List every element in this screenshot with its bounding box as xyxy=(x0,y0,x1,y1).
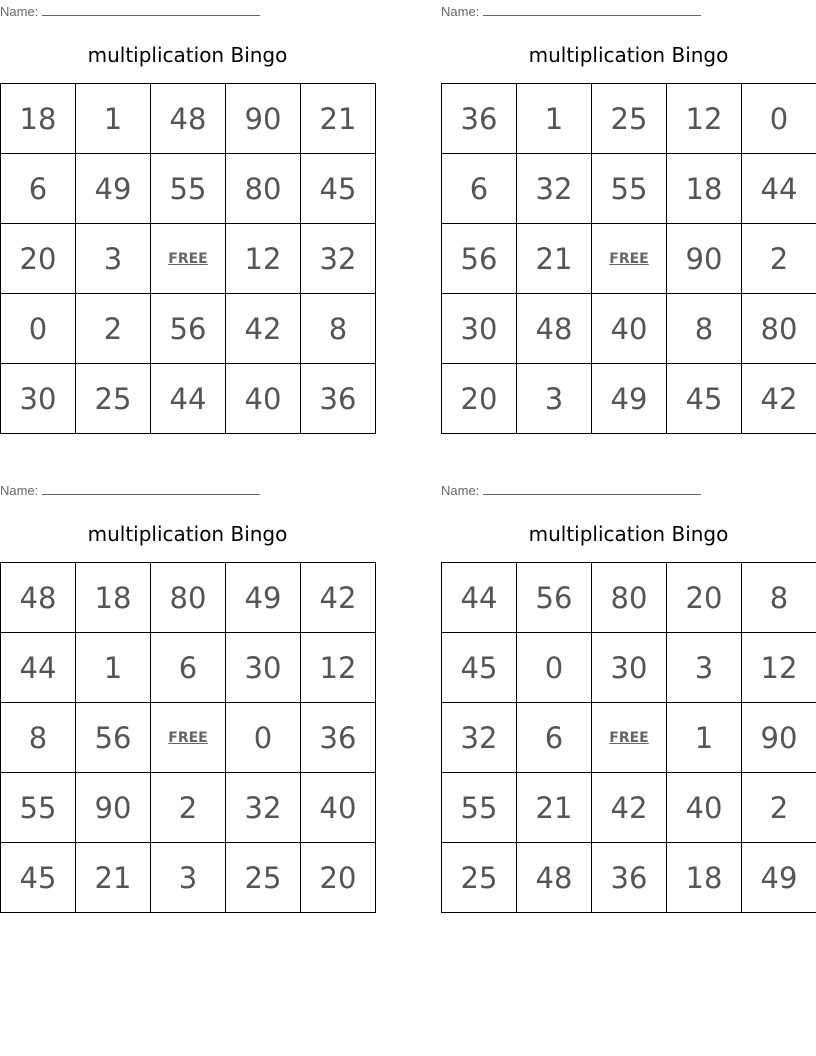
bingo-cell: 32 xyxy=(226,773,301,843)
bingo-row xyxy=(442,773,816,843)
bingo-row xyxy=(442,294,816,364)
bingo-cell: 48 xyxy=(1,563,76,633)
name-blank-line xyxy=(483,3,701,16)
bingo-cell: 80 xyxy=(592,563,667,633)
bingo-grid xyxy=(0,562,376,913)
bingo-cell: 6 xyxy=(151,633,226,703)
bingo-row xyxy=(1,633,376,703)
bingo-cell: 8 xyxy=(667,294,742,364)
bingo-row xyxy=(442,843,816,913)
bingo-cell: 21 xyxy=(517,224,592,294)
bingo-row xyxy=(1,84,376,154)
bingo-cell: 42 xyxy=(742,364,816,434)
bingo-cell: 0 xyxy=(742,84,816,154)
bingo-cell: 36 xyxy=(592,843,667,913)
bingo-grid xyxy=(441,562,816,913)
bingo-row xyxy=(442,563,816,633)
bingo-cell: 25 xyxy=(226,843,301,913)
bingo-cell: 30 xyxy=(592,633,667,703)
card-title: multiplication Bingo xyxy=(87,522,288,546)
bingo-cell: 2 xyxy=(151,773,226,843)
name-label: Name: xyxy=(0,4,39,19)
free-space-cell: FREE xyxy=(592,703,667,773)
bingo-cell: 40 xyxy=(226,364,301,434)
bingo-cell: 20 xyxy=(667,563,742,633)
bingo-cell: 44 xyxy=(742,154,816,224)
bingo-grid xyxy=(441,83,816,434)
bingo-cell: 49 xyxy=(76,154,151,224)
bingo-cell: 18 xyxy=(667,154,742,224)
bingo-cell: 45 xyxy=(442,633,517,703)
bingo-cell: 45 xyxy=(301,154,376,224)
bingo-cell: 0 xyxy=(1,294,76,364)
name-blank-line xyxy=(42,482,260,495)
bingo-cell: 80 xyxy=(226,154,301,224)
name-blank-line xyxy=(42,3,260,16)
bingo-cell: 49 xyxy=(742,843,816,913)
bingo-cell: 32 xyxy=(301,224,376,294)
bingo-row xyxy=(1,364,376,434)
free-space-cell: FREE xyxy=(151,703,226,773)
bingo-cell: 18 xyxy=(1,84,76,154)
name-line xyxy=(441,482,701,499)
bingo-cell: 49 xyxy=(592,364,667,434)
bingo-row xyxy=(442,224,816,294)
bingo-row xyxy=(1,563,376,633)
name-label: Name: xyxy=(0,483,39,498)
bingo-cell: 21 xyxy=(76,843,151,913)
bingo-cell: 44 xyxy=(151,364,226,434)
bingo-cell: 80 xyxy=(151,563,226,633)
bingo-cell: 45 xyxy=(1,843,76,913)
bingo-cell: 36 xyxy=(301,703,376,773)
bingo-cell: 18 xyxy=(76,563,151,633)
name-line xyxy=(441,3,701,20)
bingo-cell: 42 xyxy=(226,294,301,364)
bingo-cell: 21 xyxy=(517,773,592,843)
bingo-cell: 90 xyxy=(667,224,742,294)
bingo-cell: 20 xyxy=(1,224,76,294)
bingo-cell: 40 xyxy=(667,773,742,843)
bingo-cell: 25 xyxy=(442,843,517,913)
free-space-cell: FREE xyxy=(151,224,226,294)
bingo-cell: 18 xyxy=(667,843,742,913)
name-blank-line xyxy=(483,482,701,495)
bingo-cell: 56 xyxy=(76,703,151,773)
bingo-grid xyxy=(0,83,376,434)
bingo-cell: 1 xyxy=(517,84,592,154)
name-label: Name: xyxy=(441,483,480,498)
bingo-cell: 25 xyxy=(76,364,151,434)
name-label: Name: xyxy=(441,4,480,19)
bingo-row xyxy=(1,773,376,843)
bingo-cell: 40 xyxy=(592,294,667,364)
bingo-cell: 42 xyxy=(301,563,376,633)
bingo-cell: 20 xyxy=(301,843,376,913)
bingo-cell: 21 xyxy=(301,84,376,154)
bingo-row xyxy=(442,154,816,224)
bingo-cell: 12 xyxy=(226,224,301,294)
bingo-row xyxy=(442,633,816,703)
bingo-cell: 8 xyxy=(742,563,816,633)
bingo-cell: 6 xyxy=(442,154,517,224)
bingo-cell: 2 xyxy=(742,224,816,294)
bingo-row xyxy=(1,224,376,294)
bingo-cell: 56 xyxy=(442,224,517,294)
bingo-cell: 55 xyxy=(151,154,226,224)
bingo-cell: 44 xyxy=(1,633,76,703)
bingo-cell: 12 xyxy=(742,633,816,703)
bingo-cell: 36 xyxy=(301,364,376,434)
card-title: multiplication Bingo xyxy=(528,43,729,67)
bingo-cell: 30 xyxy=(1,364,76,434)
bingo-cell: 32 xyxy=(442,703,517,773)
bingo-cell: 20 xyxy=(442,364,517,434)
bingo-row xyxy=(442,364,816,434)
bingo-cell: 55 xyxy=(442,773,517,843)
bingo-cell: 6 xyxy=(1,154,76,224)
bingo-cell: 30 xyxy=(226,633,301,703)
bingo-cell: 3 xyxy=(151,843,226,913)
bingo-cell: 45 xyxy=(667,364,742,434)
bingo-cell: 0 xyxy=(226,703,301,773)
card-title: multiplication Bingo xyxy=(87,43,288,67)
bingo-cell: 3 xyxy=(517,364,592,434)
bingo-cell: 3 xyxy=(667,633,742,703)
bingo-cell: 8 xyxy=(1,703,76,773)
bingo-cell: 90 xyxy=(76,773,151,843)
bingo-row xyxy=(1,294,376,364)
bingo-cell: 1 xyxy=(76,633,151,703)
bingo-cell: 48 xyxy=(517,843,592,913)
bingo-cell: 36 xyxy=(442,84,517,154)
bingo-cell: 48 xyxy=(151,84,226,154)
bingo-row xyxy=(442,84,816,154)
bingo-cell: 1 xyxy=(667,703,742,773)
bingo-cell: 44 xyxy=(442,563,517,633)
bingo-cell: 80 xyxy=(742,294,816,364)
bingo-cell: 32 xyxy=(517,154,592,224)
bingo-cell: 55 xyxy=(592,154,667,224)
bingo-cell: 40 xyxy=(301,773,376,843)
name-line xyxy=(0,3,260,20)
bingo-cell: 90 xyxy=(742,703,816,773)
bingo-cell: 2 xyxy=(76,294,151,364)
bingo-cell: 6 xyxy=(517,703,592,773)
bingo-cell: 48 xyxy=(517,294,592,364)
bingo-cell: 0 xyxy=(517,633,592,703)
bingo-cell: 56 xyxy=(517,563,592,633)
bingo-cell: 42 xyxy=(592,773,667,843)
bingo-row xyxy=(1,843,376,913)
bingo-cell: 12 xyxy=(301,633,376,703)
bingo-cell: 49 xyxy=(226,563,301,633)
name-line xyxy=(0,482,260,499)
free-space-cell: FREE xyxy=(592,224,667,294)
bingo-cell: 1 xyxy=(76,84,151,154)
bingo-cell: 8 xyxy=(301,294,376,364)
bingo-cell: 90 xyxy=(226,84,301,154)
bingo-row xyxy=(1,703,376,773)
bingo-cell: 2 xyxy=(742,773,816,843)
bingo-cell: 3 xyxy=(76,224,151,294)
bingo-cell: 30 xyxy=(442,294,517,364)
bingo-cell: 56 xyxy=(151,294,226,364)
bingo-cell: 25 xyxy=(592,84,667,154)
bingo-cell: 12 xyxy=(667,84,742,154)
bingo-row xyxy=(1,154,376,224)
bingo-row xyxy=(442,703,816,773)
bingo-cell: 55 xyxy=(1,773,76,843)
card-title: multiplication Bingo xyxy=(528,522,729,546)
